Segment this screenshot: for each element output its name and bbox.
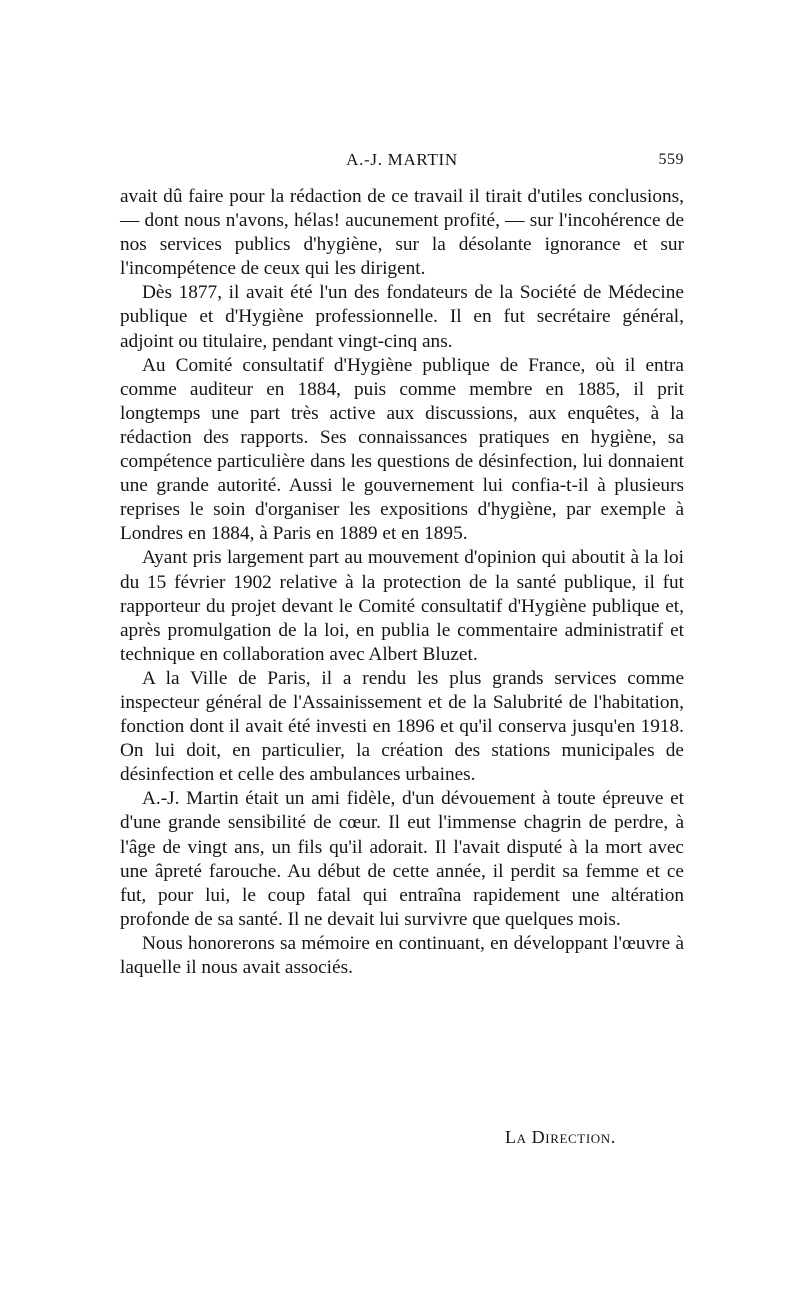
paragraph-loi: Ayant pris largement part au mouvement d'opinion qui aboutit à la loi du 15 février 1902 relative à la protection de la santé publique, il fut rapporteur du projet devant le Comité consultatif d'Hygiène publique et, après promulgation de la loi, en publia le commentaire administratif et technique en collaboration avec Albert Bluzet. <box>120 547 684 665</box>
body-text <box>120 185 684 980</box>
paragraph-memoire: Nous honorerons sa mémoire en continuant, en développant l'œuvre à laquelle il nous avait associés. <box>120 932 684 978</box>
signature: La Direction. <box>505 1127 616 1147</box>
page-number: 559 <box>658 151 684 168</box>
paragraph-societe: Dès 1877, il avait été l'un des fondateurs de la Société de Médecine publique et d'Hygiène professionnelle. Il en fut secrétaire général, adjoint ou titulaire, pendant vingt-cinq ans. <box>120 282 684 352</box>
paragraph-continued: avait dû faire pour la rédaction de ce travail il tirait d'utiles conclusions, — dont nous n'avons, hélas! aucunement profité, — sur l'incohérence de nos services publics d'hygiène, sur la désolante ignorance et sur l'incompétence de ceux qui les dirigent. <box>120 186 684 280</box>
running-title: A.-J. MARTIN <box>346 150 458 169</box>
paragraph-ami: A.-J. Martin était un ami fidèle, d'un dévouement à toute épreuve et d'une grande sensibilité de cœur. Il eut l'immense chagrin de perdre, à l'âge de vingt ans, un fils qu'il adorait. Il l'avait disputé à la mort avec une âpreté farouche. Au début de cette année, il perdit sa femme et ce fut, pour lui, le coup fatal qui entraîna rapidement une altération profonde de sa santé. Il ne devait lui survivre que quelques mois. <box>120 788 684 930</box>
paragraph-comite: Au Comité consultatif d'Hygiène publique de France, où il entra comme auditeur en 1884, puis comme membre en 1885, il prit longtemps une part très active aux discussions, aux enquêtes, à la rédaction des rapports. Ses connaissances pratiques en hygiène, sa compétence particulière dans les questions de désinfection, lui donnaient une grande autorité. Aussi le gouvernement lui confia-t-il à plusieurs reprises le soin d'organiser les expositions d'hygiène, par exemple à Londres en 1884, à Paris en 1889 et en 1895. <box>120 354 684 545</box>
paragraph-ville-de-paris: A la Ville de Paris, il a rendu les plus grands services comme inspecteur général de l'Assainissement et de la Salubrité de l'habitation, fonction dont il avait été investi en 1896 et qu'il conserva jusqu'en 1918. On lui doit, en particulier, la création des stations municipales de désinfection et celle des ambulances urbaines. <box>120 667 684 786</box>
running-head <box>120 147 684 173</box>
